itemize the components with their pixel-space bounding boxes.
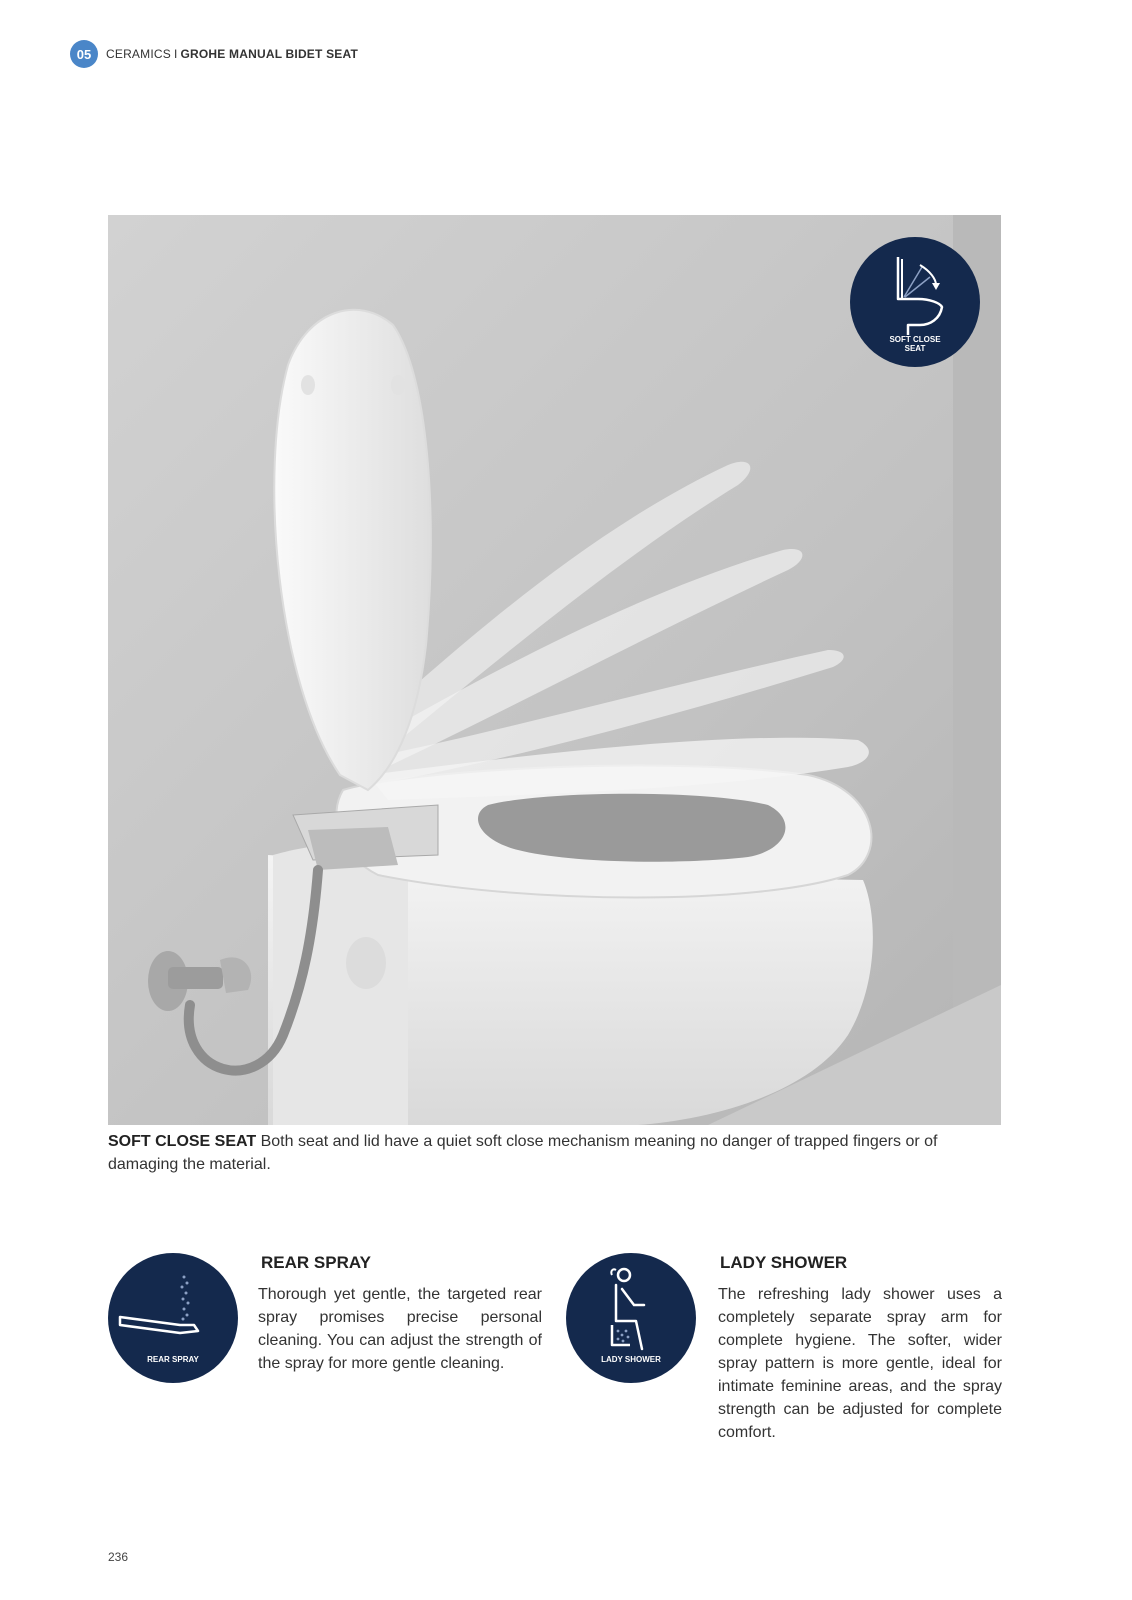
- rear-spray-title: REAR SPRAY: [261, 1253, 371, 1272]
- soft-close-badge-line2: SEAT: [904, 344, 926, 353]
- header-title: GROHE MANUAL BIDET SEAT: [180, 47, 358, 61]
- soft-close-badge: [850, 237, 980, 367]
- header-breadcrumb: [106, 47, 358, 61]
- caption-text: Both seat and lid have a quiet soft close mechanism meaning no danger of trapped fingers or of damaging the material.: [108, 1133, 938, 1173]
- lady-shower-text: The refreshing lady shower uses a completely separate spray arm for complete hygiene. The softer, wider spray pattern is more gentle, ideal for intimate feminine areas, and the spray strength can be adjusted for complete comfort.: [718, 1286, 1002, 1441]
- rear-spray-badge-label: REAR SPRAY: [147, 1355, 199, 1364]
- caption-title: SOFT CLOSE SEAT: [108, 1133, 257, 1150]
- page-number: 236: [108, 1550, 129, 1564]
- lady-shower-badge-label: LADY SHOWER: [601, 1355, 661, 1364]
- rear-spray-badge: [108, 1253, 238, 1383]
- header-section: CERAMICS: [106, 47, 171, 61]
- lady-shower-title: LADY SHOWER: [720, 1253, 848, 1272]
- lady-shower-badge: [566, 1253, 696, 1383]
- rear-spray-text: Thorough yet gentle, the targeted rear spray promises precise personal cleaning. You can adjust the strength of the spray for more gentle cleaning.: [258, 1286, 542, 1372]
- soft-close-badge-line1: SOFT CLOSE: [889, 335, 941, 344]
- photo-caption: [108, 1130, 1001, 1176]
- header-separator: I: [173, 47, 178, 61]
- chapter-badge: 05: [70, 40, 98, 68]
- page-header: [70, 40, 358, 68]
- product-photo: [108, 215, 1001, 1125]
